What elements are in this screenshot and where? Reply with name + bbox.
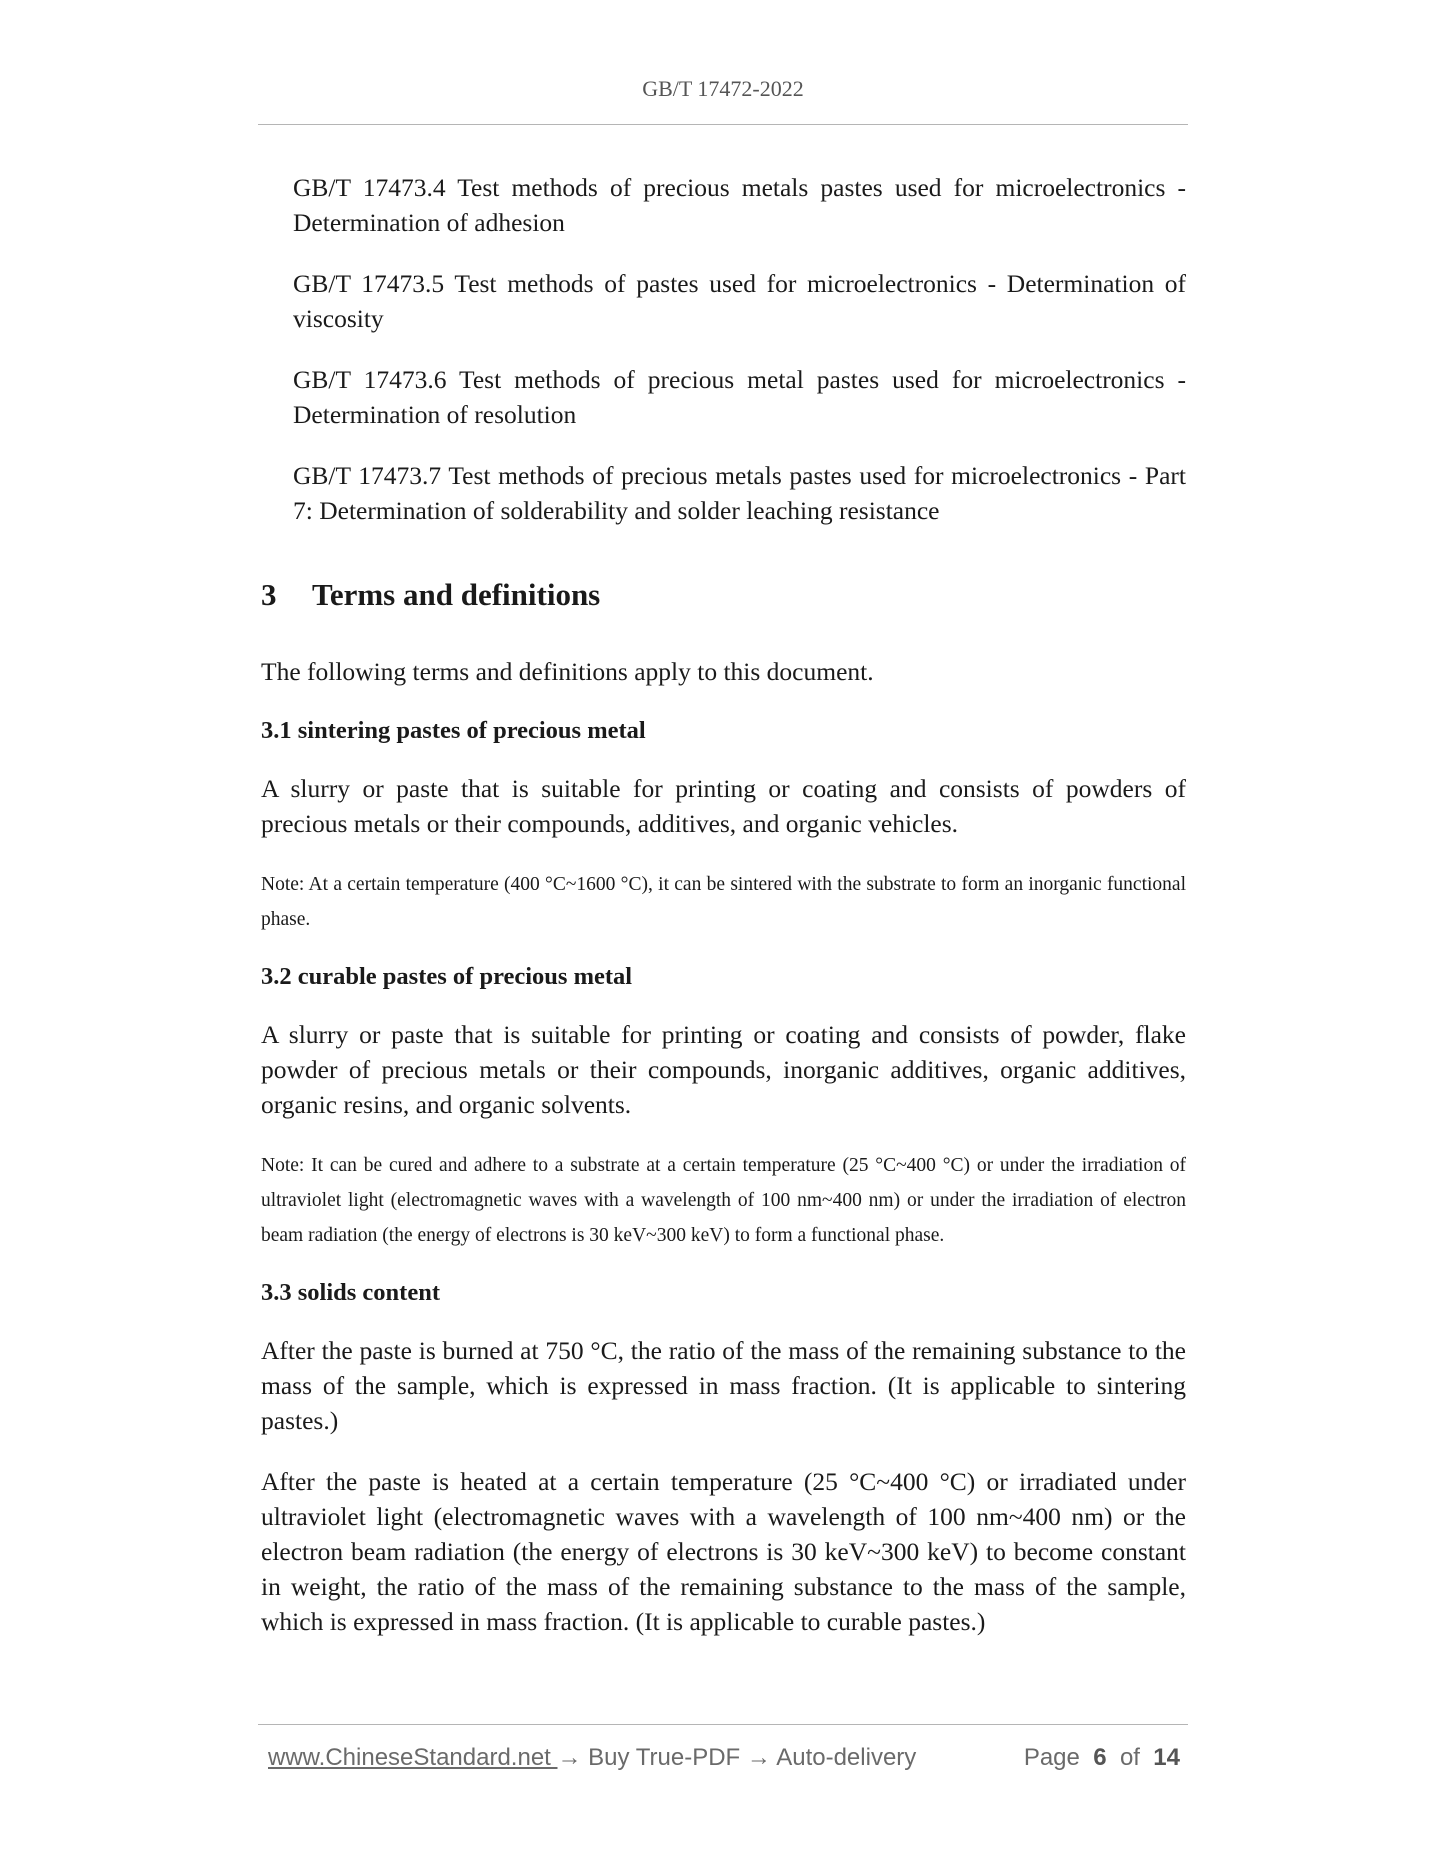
section-intro: The following terms and definitions apply to this document.	[261, 657, 874, 686]
term-heading: 3.3 solids content	[261, 1279, 441, 1306]
term-definition: After the paste is burned at 750 °C, the ratio of the mass of the remaining substance to the mass of the sample, which is expressed in mass fraction. (It is applicable to sintering pastes.)	[261, 1336, 1186, 1435]
section-heading	[261, 576, 1186, 614]
reference-item: GB/T 17473.7 Test methods of precious metals pastes used for microelectronics - Part 7: Determination of solderability and solder leaching resistance	[293, 461, 1186, 525]
footer-divider	[258, 1724, 1188, 1725]
term-heading: 3.1 sintering pastes of precious metal	[261, 717, 646, 744]
page-word: Page	[1023, 1744, 1080, 1771]
page-header: GB/T 17472-2022	[642, 76, 804, 101]
reference-item: GB/T 17473.6 Test methods of precious metal pastes used for microelectronics - Determination of resolution	[293, 365, 1186, 429]
page-indicator	[1024, 1744, 1180, 1772]
footer-promo	[268, 1744, 916, 1772]
term-heading: 3.2 curable pastes of precious metal	[261, 963, 633, 990]
reference-item: GB/T 17473.4 Test methods of precious metals pastes used for microelectronics - Determination of adhesion	[293, 173, 1186, 237]
reference-item: GB/T 17473.5 Test methods of pastes used for microelectronics - Determination of viscosity	[293, 269, 1186, 333]
website-link[interactable]: www.ChineseStandard.net	[268, 1744, 558, 1771]
section-title: Terms and definitions	[312, 577, 601, 612]
of-word: of	[1119, 1744, 1140, 1771]
term-note: Note: At a certain temperature (400 °C~1600 °C), it can be sintered with the substrate to form an inorganic functional phase.	[261, 874, 1186, 930]
header-divider	[258, 124, 1188, 125]
term-definition: A slurry or paste that is suitable for printing or coating and consists of powders of precious metals or their compounds, additives, and organic vehicles.	[261, 774, 1186, 838]
total-pages-number: 14	[1153, 1744, 1180, 1771]
page-footer	[268, 1744, 1180, 1780]
term-definition: A slurry or paste that is suitable for printing or coating and consists of powder, flake powder of precious metals or their compounds, inorganic additives, organic additives, organic resins, and organic solvents.	[261, 1020, 1186, 1119]
document-body	[261, 170, 1186, 1665]
term-definition: After the paste is heated at a certain temperature (25 °C~400 °C) or irradiated under ultraviolet light (electromagnetic waves with a wavelength of 100 nm~400 nm) or the electron beam radiation (the energy of electrons is 30 keV~300 keV) to become constant in weight, the ratio of the mass of the remaining substance to the mass of the sample, which is expressed in mass fraction. (It is applicable to curable pastes.)	[261, 1467, 1186, 1636]
current-page-number: 6	[1093, 1744, 1107, 1771]
term-note: Note: It can be cured and adhere to a substrate at a certain temperature (25 °C~400 °C) or under the irradiation of ultraviolet light (electromagnetic waves with a wavelength of 100 nm~400 nm) or under the irradiation of electron beam radiation (the energy of electrons is 30 keV~300 keV) to form a functional phase.	[261, 1155, 1186, 1246]
section-number: 3	[261, 577, 277, 612]
footer-buy-text: → Buy True-PDF → Auto-delivery	[557, 1744, 917, 1771]
